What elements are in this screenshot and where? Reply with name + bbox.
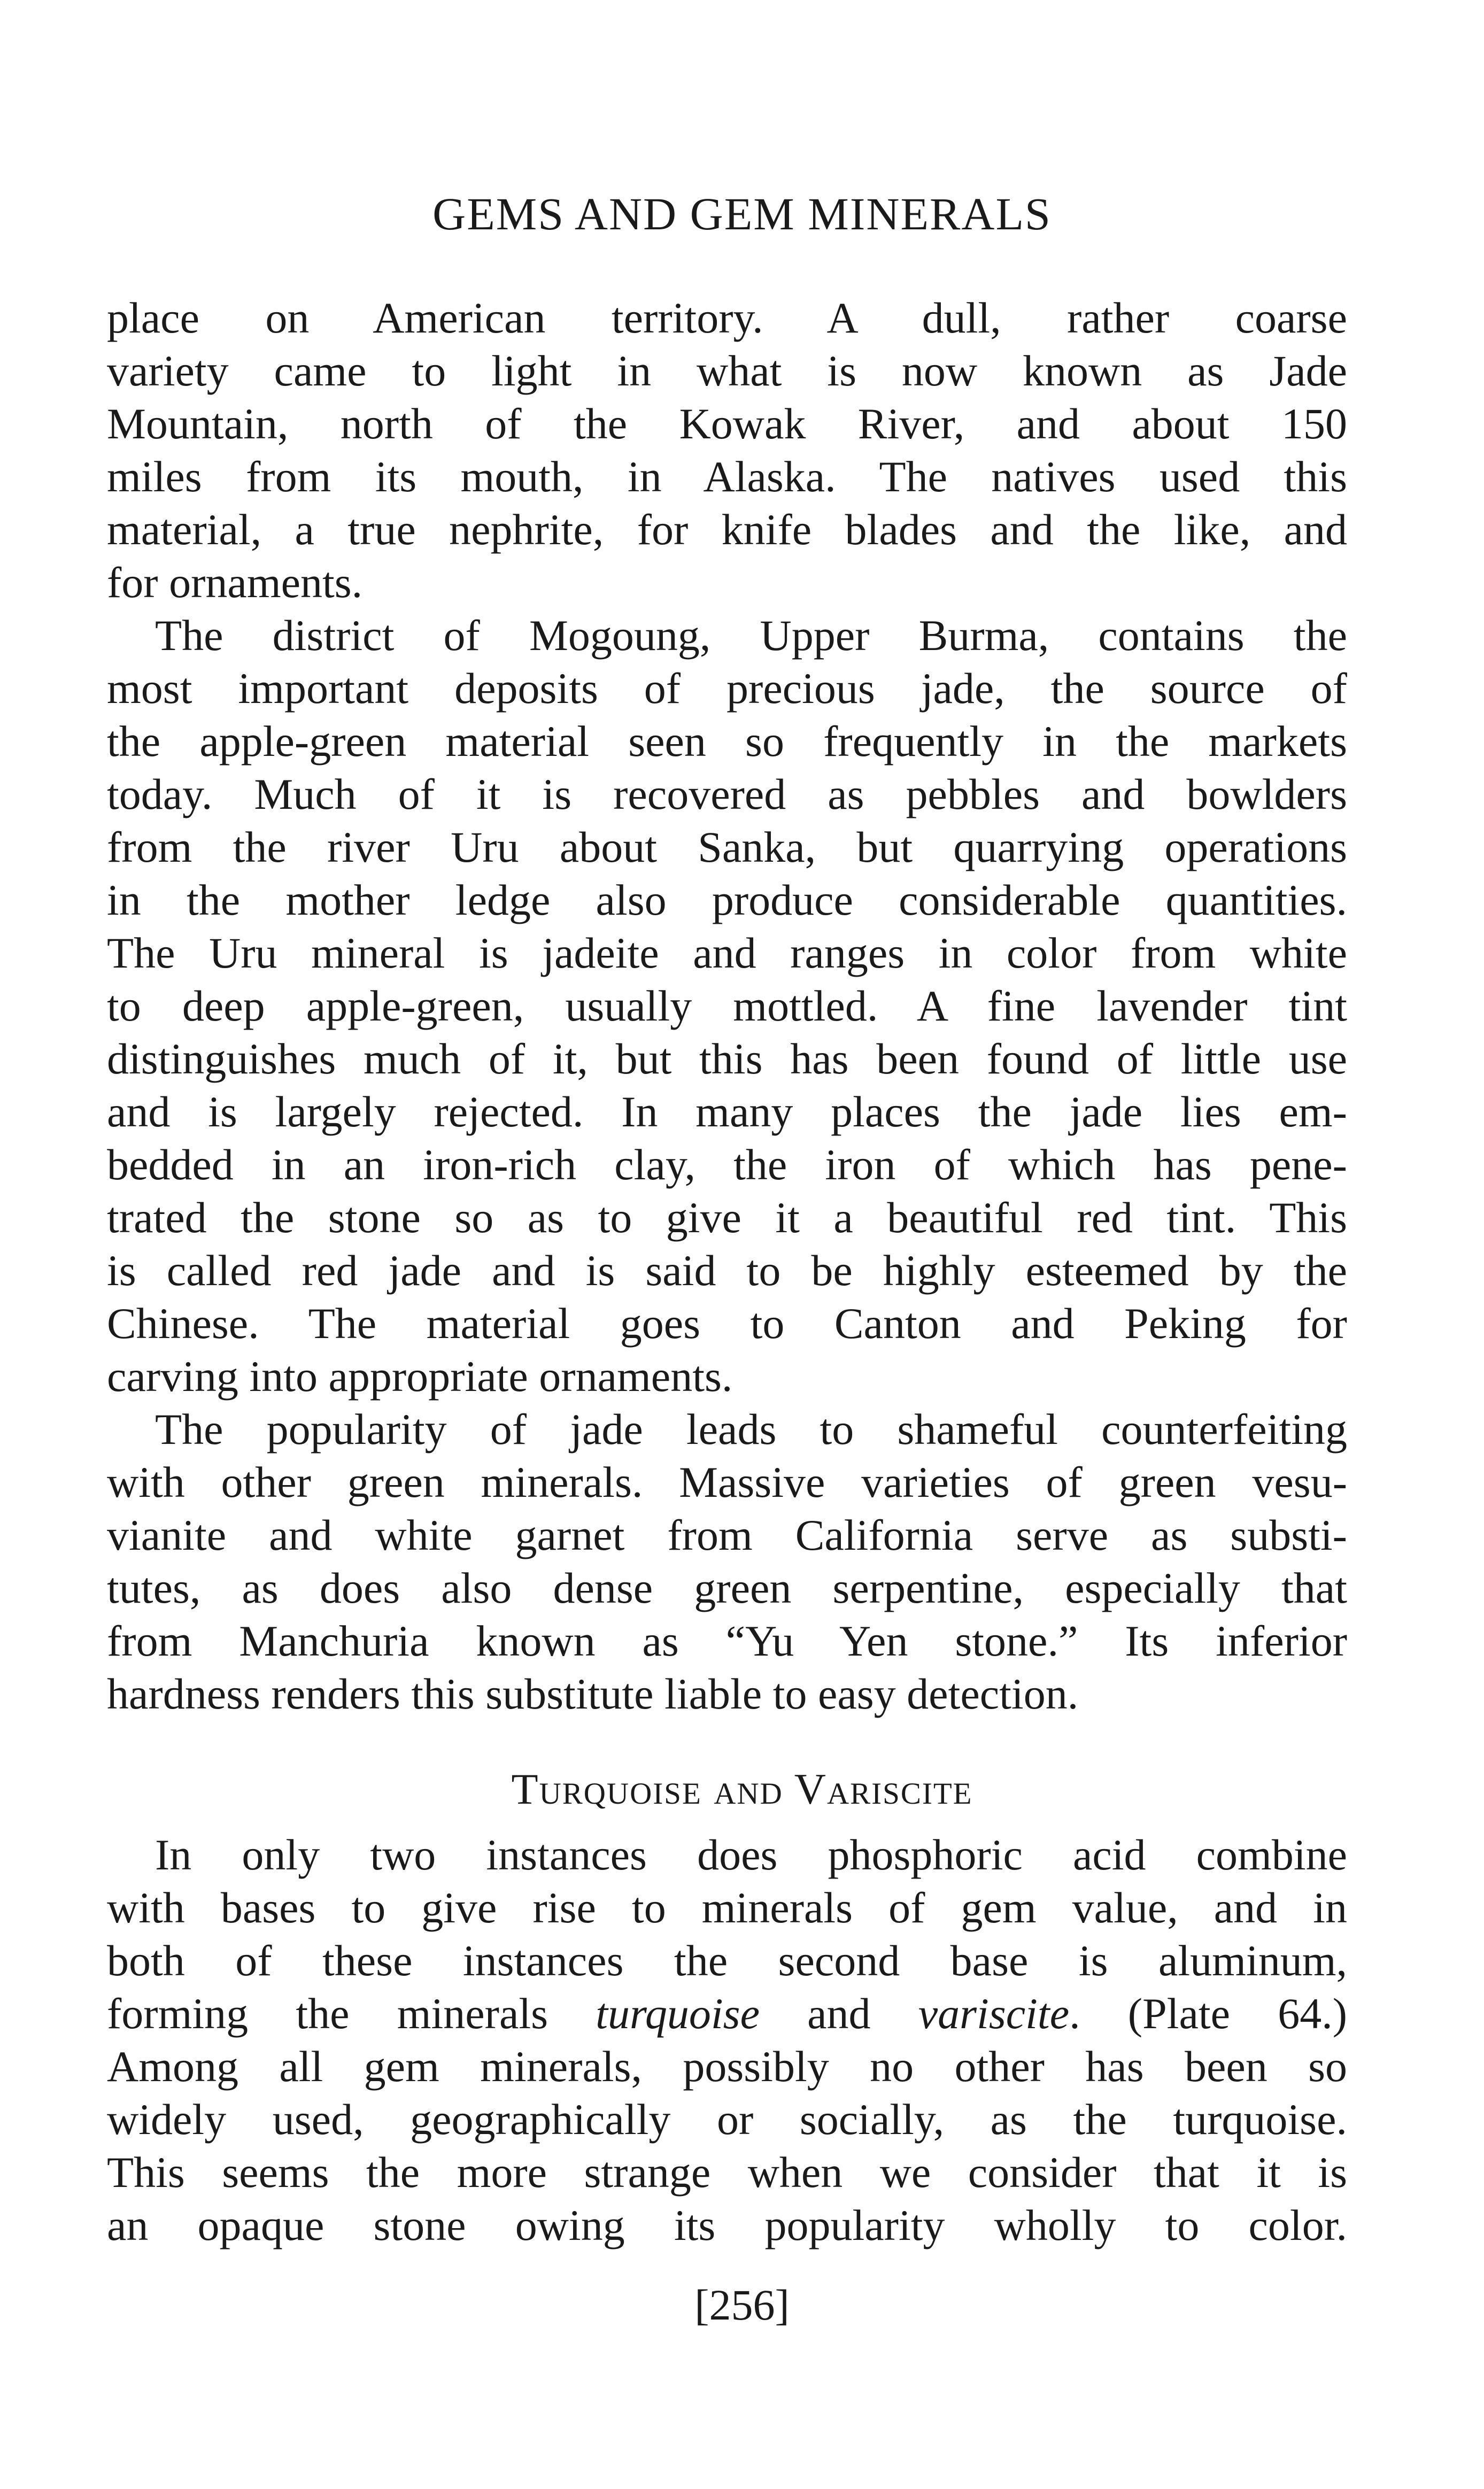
text-line: from Manchuria known as “Yu Yen stone.” Its inferior [107,1617,1347,1665]
text-line: most important deposits of precious jade, the source of [107,664,1347,713]
text-line: from the river Uru about Sanka, but quarrying operations [107,823,1347,871]
text-run: . (Plate 64.) [1069,1989,1348,2038]
text-line: vianite and white garnet from California serve as substi- [107,1511,1347,1559]
text-line: the apple-green material seen so frequently in the markets [107,717,1347,766]
text-line: In only two instances does phosphoric acid combine [155,1830,1347,1879]
text-line: trated the stone so as to give it a beautiful red tint. This [107,1193,1347,1242]
mineral-term: variscite [918,1989,1070,2038]
text-line: today. Much of it is recovered as pebbles and bowlders [107,770,1347,818]
paragraph [107,609,1347,1403]
text-line: with other green minerals. Massive varieties of green vesu- [107,1458,1347,1506]
text-line: to deep apple-green, usually mottled. A fine lavender tint [107,981,1347,1030]
paragraph [107,1403,1347,1720]
text-line: distinguishes much of it, but this has been found of little use [107,1034,1347,1083]
paragraph [107,1828,1347,2252]
text-line: for ornaments. [107,558,363,607]
text-line: material, a true nephrite, for knife blades and the like, and [107,505,1347,554]
text-line: The district of Mogoung, Upper Burma, contains the [155,611,1347,660]
text-line: miles from its mouth, in Alaska. The natives used this [107,452,1347,501]
text-line: with bases to give rise to minerals of gem value, and in [107,1883,1347,1932]
text-line: is called red jade and is said to be highly esteemed by the [107,1246,1347,1295]
text-line: bedded in an iron-rich clay, the iron of which has pene- [107,1140,1347,1189]
body-text-lower [107,1828,1347,2252]
text-line: Chinese. The material goes to Canton and Peking for [107,1299,1347,1348]
paragraph [107,291,1347,609]
page-number: [256] [694,2281,790,2329]
mineral-term: turquoise [596,1989,760,2038]
text-line: Mountain, north of the Kowak River, and about 150 [107,399,1347,448]
body-text-upper [107,291,1347,1720]
text-line: The popularity of jade leads to shameful counterfeiting [155,1405,1347,1454]
text-run: and [759,1989,918,2038]
text-line: an opaque stone owing its popularity wholly to color. [107,2201,1347,2250]
text-line [107,1987,1347,2040]
text-line: carving into appropriate ornaments. [107,1352,733,1401]
running-head: GEMS AND GEM MINERALS [432,188,1052,239]
section-heading: Turquoise and Variscite [511,1765,973,1813]
text-line: place on American territory. A dull, rather coarse [107,293,1347,342]
text-run: forming the minerals [107,1989,596,2038]
text-line: in the mother ledge also produce considerable quantities. [107,876,1347,924]
text-line: Among all gem minerals, possibly no other has been so [107,2042,1347,2091]
text-line: hardness renders this substitute liable to easy detection. [107,1669,1079,1718]
text-line: and is largely rejected. In many places the jade lies em- [107,1087,1347,1136]
text-line: The Uru mineral is jadeite and ranges in color from white [107,929,1347,977]
text-line: both of these instances the second base is aluminum, [107,1936,1347,1985]
text-line: tutes, as does also dense green serpentine, especially that [107,1564,1347,1612]
text-line: variety came to light in what is now known as Jade [107,346,1347,395]
text-line: This seems the more strange when we consider that it is [107,2148,1347,2197]
text-line: widely used, geographically or socially, as the turquoise. [107,2095,1347,2144]
